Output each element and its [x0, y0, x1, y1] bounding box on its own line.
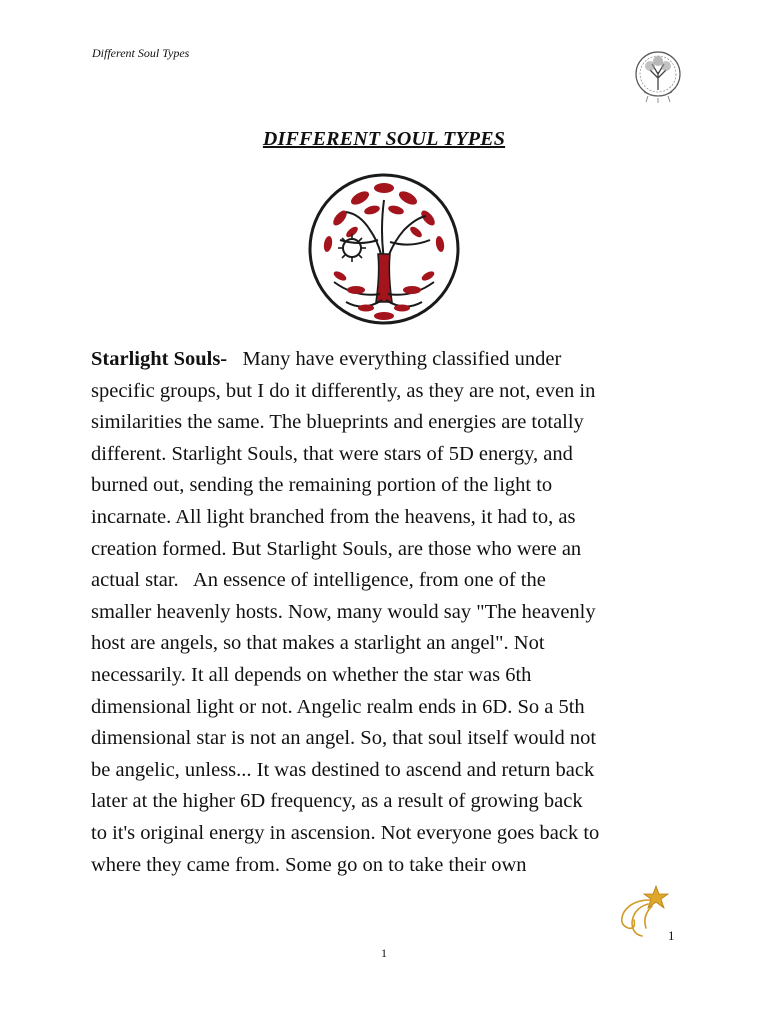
header-title: Different Soul Types [92, 46, 190, 60]
paragraph-line: actual star. An essence of intelligence, from one of the [91, 569, 546, 592]
tree-of-life-icon [300, 170, 468, 328]
paragraph-line: similarities the same. The blueprints and energies are totally [91, 411, 584, 434]
paragraph-line: dimensional star is not an angel. So, that soul itself would not [91, 727, 597, 750]
paragraph-line: where they came from. Some go on to take their own [91, 853, 527, 876]
paragraph-line: smaller heavenly hosts. Now, many would say "The heavenly [91, 600, 596, 623]
paragraph-line: later at the higher 6D frequency, as a result of growing back [91, 790, 583, 813]
paragraph-line: necessarily. It all depends on whether the star was 6th [91, 663, 532, 686]
paragraph-line: to it's original energy in ascension. Not everyone goes back to [91, 821, 600, 844]
paragraph-line: host are angels, so that makes a starlight an angel". Not [91, 632, 545, 655]
page-title: DIFFERENT SOUL TYPES [262, 128, 506, 150]
corner-page-number: 1 [668, 928, 675, 943]
circular-tree-emblem-icon [632, 48, 684, 104]
paragraph-line: be angelic, unless... It was destined to ascend and return back [91, 758, 595, 781]
paragraph-line: different. Starlight Souls, that were stars of 5D energy, and [91, 442, 573, 465]
section-lead: Starlight Souls- [91, 348, 228, 370]
paragraph-line [91, 344, 691, 376]
paragraph-line: specific groups, but I do it differently, as they are not, even in [91, 379, 596, 402]
paragraph-line: creation formed. But Starlight Souls, are those who were an [91, 537, 582, 560]
paragraph-line: dimensional light or not. Angelic realm ends in 6D. So a 5th [91, 695, 585, 718]
footer-page-number: 1 [381, 946, 387, 960]
paragraph-line: incarnate. All light branched from the heavens, it had to, as [91, 505, 576, 528]
shooting-star-icon [612, 882, 676, 940]
body-paragraph [91, 344, 691, 881]
paragraph-line: burned out, sending the remaining portion of the light to [91, 474, 553, 497]
line-text: Many have everything classified under [227, 348, 562, 370]
